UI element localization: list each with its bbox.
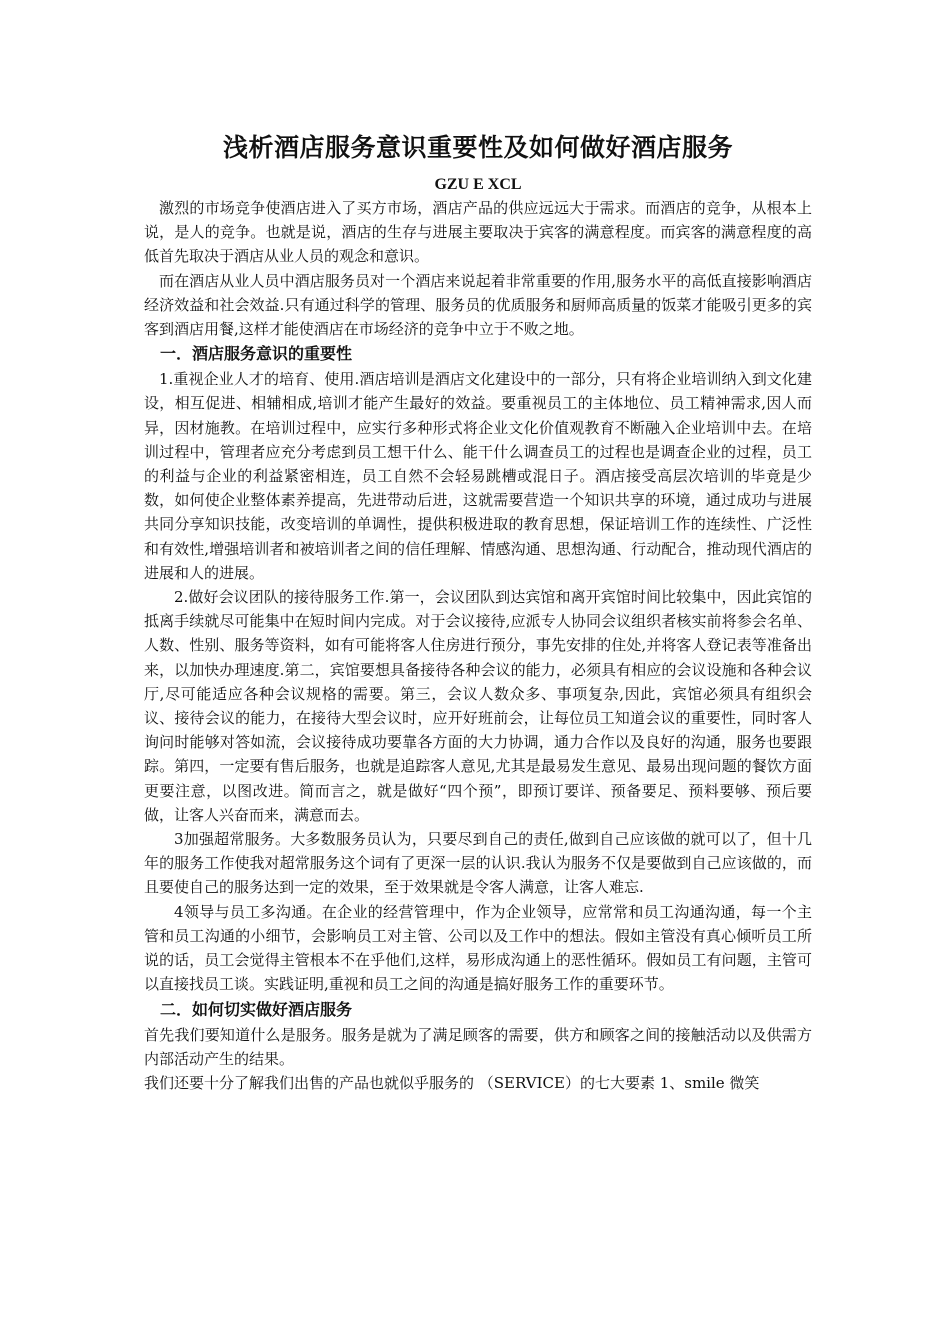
intro-paragraph-1: 激烈的市场竞争使酒店进入了买方市场，酒店产品的供应远远大于需求。而酒店的竞争，从根本上说，是人的竞争。也就是说，酒店的生存与进展主要取决于宾客的满意程度。而宾客的满意程度的高低首先取决于酒店从业人员的观念和意识。 — [144, 199, 812, 266]
section-1-paragraph-3: 3加强超常服务。大多数服务员认为，只要尽到自己的责任,做到自己应该做的就可以了，但十几年的服务工作使我对超常服务这个词有了更深一层的认识.我认为服务不仅是要做到自己应该做的，而且要使自己的服务达到一定的效果，至于效果就是令客人满意，让客人难忘. — [144, 830, 812, 897]
document-page — [144, 128, 812, 1095]
intro-paragraph-2: 而在酒店从业人员中酒店服务员对一个酒店来说起着非常重要的作用,服务水平的高低直接影响酒店经济效益和社会效益.只有通过科学的管理、服务员的优质服务和厨师高质量的饭菜才能吸引更多的宾客到酒店用餐,这样才能使酒店在市场经济的竞争中立于不败之地。 — [144, 271, 812, 339]
section-1-paragraph-1: 1.重视企业人才的培育、使用.酒店培训是酒店文化建设中的一部分，只有将企业培训纳入到文化建设，相互促进、相辅相成,培训才能产生最好的效益。要重视员工的主体地位、员工精神需求,因人而异，因材施教。在培训过程中，应实行多种形式将企业文化价值观教育不断融入企业培训中去。在培训过程中，管理者应充分考虑到员工想干什么、能干什么调查员工的过程也是调查企业的过程，员工的利益与企业的利益紧密相连，员工自然不会轻易跳槽或混日子。酒店接受高层次培训的毕竟是少数，如何使企业整体素养提高，先进带动后进，这就需要营造一个知识共享的环境，通过成功与进展共同分享知识技能，改变培训的单调性，提供积极进取的教育思想，保证培训工作的连续性、广泛性和有效性,增强培训者和被培训者之间的信任理解、情感沟通、思想沟通、行动配合，推动现代酒店的进展和人的进展。 — [144, 370, 812, 582]
document-title: 浅析酒店服务意识重要性及如何做好酒店服务 — [222, 133, 733, 162]
section-2-heading: 二．如何切实做好酒店服务 — [160, 999, 353, 1019]
document-author: GZU E XCL — [434, 176, 522, 193]
section-1-paragraph-4: 4领导与员工多沟通。在企业的经营管理中，作为企业领导，应常常和员工沟通沟通，每一个主管和员工沟通的小细节，会影响员工对主管、公司以及工作中的想法。假如主管没有真心倾听员工所说的话，员工会觉得主管根本不在乎他们,这样，易形成沟通上的恶性循环。假如员工有问题，主管可以直接找员工谈。实践证明,重视和员工之间的沟通是搞好服务工作的重要环节。 — [144, 902, 812, 994]
section-1-paragraph-2: 2.做好会议团队的接待服务工作.第一，会议团队到达宾馆和离开宾馆时间比较集中，因此宾馆的抵离手续就尽可能集中在短时间内完成。对于会议接待,应派专人协同会议组织者核实前将参会名单、人数、性别、服务等资料，如有可能将客人住房进行预分，事先安排的住处,并将客人登记表等准备出来，以加快办理速度.第二，宾馆要想具备接待各种会议的能力，必须具有相应的会议设施和各种会议厅,尽可能适应各种会议规格的需要。第三，会议人数众多、事项复杂,因此，宾馆必须具有组织会议、接待会议的能力，在接待大型会议时，应开好班前会，让每位员工知道会议的重要性，同时客人询问时能够对答如流，会议接待成功要靠各方面的大力协调，通力合作以及良好的沟通，服务也要跟踪。第四，一定要有售后服务，也就是追踪客人意见,尤其是最易发生意见、最易出现问题的餐饮方面更要注意，以图改进。简而言之，就是做好“四个预”，即预订要详、预备要足、预料要够、预后要做，让客人兴奋而来，满意而去。 — [144, 588, 812, 824]
section-1-heading: 一．酒店服务意识的重要性 — [160, 344, 353, 364]
section-2-paragraph-2: 我们还要十分了解我们出售的产品也就似乎服务的 （SERVICE）的七大要素 1、smile 微笑 — [144, 1073, 760, 1092]
section-2-paragraph-1: 首先我们要知道什么是服务。服务是就为了满足顾客的需要，供方和顾客之间的接触活动以及供需方内部活动产生的结果。 — [144, 1025, 812, 1068]
